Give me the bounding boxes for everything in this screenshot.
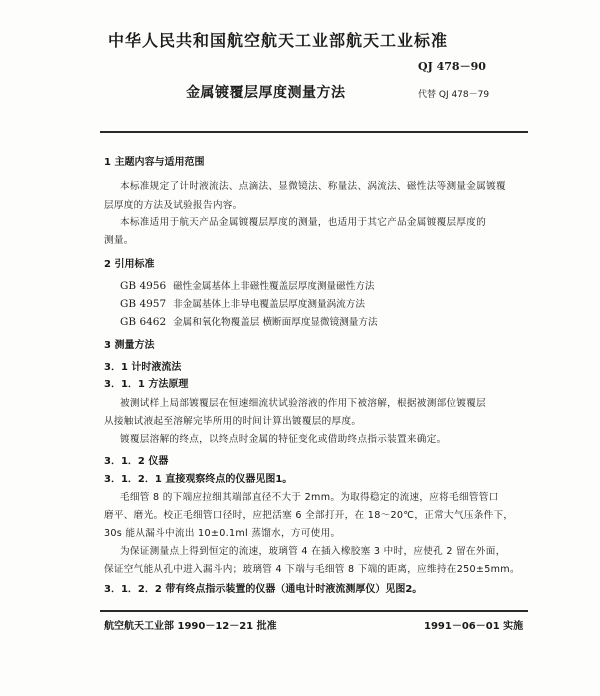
subsection-3-1-2-2-heading: 3．1．2．2 带有终点指示装置的仪器（通电计时液流测厚仪）见图2。 — [104, 584, 423, 595]
reference-title: 磁性金属基体上非磁性覆盖层厚度测量磁性方法 — [173, 281, 375, 292]
document-title: 金属镀覆层厚度测量方法 — [186, 85, 346, 101]
paragraph-line: 保证空气能从孔中进入漏斗内；玻璃管 4 下端与毛细管 8 下端的距离，应维持在250±5mm。 — [104, 564, 520, 575]
reference-code: GB 6462 — [120, 316, 167, 328]
paragraph-line: 毛细管 8 的下端应拉细其端部直径不大于 2mm。为取得稳定的流速，应将毛细管管口 — [120, 492, 499, 503]
subsection-3-1-2-1-heading: 3．1．2．1 直接观察终点的仪器见图1。 — [104, 474, 293, 485]
paragraph-line: 被测试样上局部镀覆层在恒速细流状试验溶液的作用下被溶解，根据被测部位镀覆层 — [120, 398, 487, 409]
paragraph-line: 本标准规定了计时液流法、点滴法、显微镜法、称量法、涡流法、磁性法等测量金属镀覆 — [120, 181, 506, 192]
section-1-heading: 1 主题内容与适用范围 — [104, 157, 205, 168]
standard-number: QJ 478－90 — [418, 60, 486, 73]
section-3-heading: 3 测量方法 — [104, 340, 155, 351]
subsection-3-1-heading: 3．1 计时液流法 — [104, 362, 182, 373]
reference-title: 非金属基体上非导电覆盖层厚度测量涡流方法 — [173, 299, 365, 310]
replaces-standard: 代替 QJ 478－79 — [418, 90, 490, 100]
subsection-3-1-1-heading: 3．1．1 方法原理 — [104, 379, 189, 390]
paragraph-line: 30s 能从漏斗中流出 10±0.1ml 蒸馏水，方可使用。 — [104, 528, 341, 539]
effective-date: 1991－06－01 实施 — [424, 621, 524, 632]
footer-divider — [100, 610, 528, 612]
paragraph-line: 磨平、磨光。校正毛细管口径时，应把活塞 6 全部打开，在 18～20℃，正常大气压条件下， — [104, 510, 514, 521]
paragraph-line: 测量。 — [104, 235, 134, 246]
header-divider — [100, 131, 528, 133]
reference-code: GB 4957 — [120, 298, 167, 310]
reference-code: GB 4956 — [120, 280, 167, 292]
paragraph-line: 本标准适用于航天产品金属镀覆层厚度的测量，也适用于其它产品金属镀覆层厚度的 — [120, 217, 487, 228]
reference-item — [120, 278, 375, 292]
paragraph-line: 从接触试液起至溶解完毕所用的时间计算出镀覆层的厚度。 — [104, 416, 362, 427]
issuing-organization: 中华人民共和国航空航天工业部航天工业标准 — [108, 31, 449, 50]
reference-item — [120, 314, 378, 328]
section-2-heading: 2 引用标准 — [104, 259, 155, 270]
reference-item — [120, 296, 365, 310]
paragraph-line: 镀覆层溶解的终点，以终点时金属的特征变化或借助终点指示装置来确定。 — [120, 434, 447, 445]
reference-title: 金属和氧化物覆盖层 横断面厚度显微镜测量方法 — [173, 317, 378, 328]
approval-date: 航空航天工业部 1990－12－21 批准 — [104, 621, 277, 632]
paragraph-line: 层厚度的方法及试验报告内容。 — [104, 200, 243, 211]
subsection-3-1-2-heading: 3．1．2 仪器 — [104, 456, 169, 467]
paragraph-line: 为保证测量点上得到恒定的流速，玻璃管 4 在插入橡胶塞 3 中时，应使孔 2 留在外面， — [120, 546, 506, 557]
